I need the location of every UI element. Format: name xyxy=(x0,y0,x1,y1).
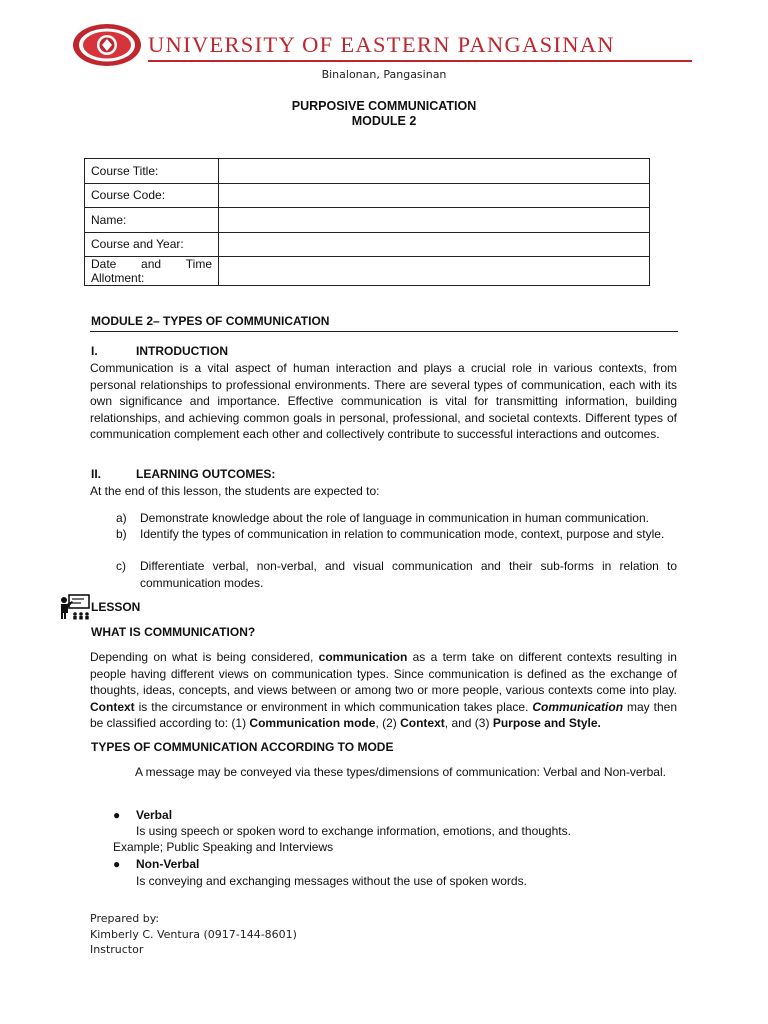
instructor-role: Instructor xyxy=(90,943,144,956)
para-bold-term: Context xyxy=(400,716,445,730)
para-bold-term: Communication mode xyxy=(249,716,376,730)
intro-number: I. xyxy=(91,344,98,358)
para-text: , and (3) xyxy=(444,716,493,730)
table-row xyxy=(85,208,650,233)
verbal-description: Is using speech or spoken word to exchange information, emotions, and thoughts. xyxy=(136,824,571,838)
course-code-field[interactable] xyxy=(219,183,650,208)
header-underline xyxy=(148,60,692,62)
list-text: Demonstrate knowledge about the role of language in communication in human communication. xyxy=(140,511,649,525)
outcomes-intro: At the end of this lesson, the students are expected to: xyxy=(90,484,380,498)
outcomes-heading: LEARNING OUTCOMES: xyxy=(136,467,276,481)
document-title xyxy=(0,99,768,129)
para-bold-term: Context xyxy=(90,699,135,714)
list-text: Differentiate verbal, non-verbal, and visual communication and their sub-forms in relation to communication modes. xyxy=(140,559,677,590)
and-word: and xyxy=(141,257,162,271)
bullet-icon: ● xyxy=(113,857,121,871)
date-word: Date xyxy=(91,257,117,271)
prepared-by-block xyxy=(90,911,297,958)
prepared-by-label: Prepared by: xyxy=(90,912,160,925)
date-time-field[interactable] xyxy=(219,257,650,286)
list-marker: b) xyxy=(116,527,127,541)
bullet-icon: ● xyxy=(113,808,121,822)
instructor-name: Kimberly C. Ventura (0917-144-8601) xyxy=(90,927,297,941)
allotment-word: Allotment: xyxy=(91,271,145,285)
verbal-heading: Verbal xyxy=(136,808,173,822)
table-row xyxy=(85,159,650,184)
list-item xyxy=(116,558,677,591)
para-bold-term: Communication xyxy=(532,699,624,714)
table-row xyxy=(85,183,650,208)
para-text: , (2) xyxy=(375,716,401,730)
table-row xyxy=(85,232,650,257)
intro-paragraph: Communication is a vital aspect of human interaction and plays a crucial role in various contexts, from personal relationships to professional environments. There are several types of communication, each with its own significance and importance. Effective communication is vital for transmitting information, building relationships, and achieving common goals in personal, professional, and societal contexts. Different types of communication complement each other and collectively contribute to successful interactions and outcomes. xyxy=(90,361,677,441)
what-is-communication-heading: WHAT IS COMMUNICATION? xyxy=(91,625,256,639)
teacher-presentation-icon xyxy=(58,594,90,620)
course-title-field[interactable] xyxy=(219,159,650,184)
list-item xyxy=(116,510,677,527)
list-marker: c) xyxy=(116,559,126,573)
communication-paragraph xyxy=(90,649,677,732)
list-text: Identify the types of communication in relation to communication mode, context, purpose and style. xyxy=(140,527,665,541)
university-seal-icon xyxy=(72,22,142,68)
para-text: may then be classified according to: (1) xyxy=(90,699,677,730)
time-word: Time xyxy=(185,257,212,271)
course-year-label: Course and Year: xyxy=(85,232,219,257)
intro-heading: INTRODUCTION xyxy=(136,344,228,358)
mode-paragraph: A message may be conveyed via these types/dimensions of communication: Verbal and Non-verbal. xyxy=(135,765,666,779)
list-item xyxy=(116,526,677,543)
list-marker: a) xyxy=(116,511,127,525)
para-bold-term: Purpose and Style. xyxy=(492,716,601,730)
name-label: Name: xyxy=(85,208,219,233)
course-year-field[interactable] xyxy=(219,232,650,257)
lesson-heading: LESSON xyxy=(91,600,141,614)
module-heading-rule xyxy=(90,331,678,332)
para-text: Depending on what is being considered, xyxy=(90,650,319,664)
para-text: is the circumstance or environment in which communication takes place. xyxy=(134,699,533,714)
course-title-label: Course Title: xyxy=(85,159,219,184)
date-time-label xyxy=(85,257,219,286)
title-line-1: PURPOSIVE COMMUNICATION xyxy=(291,99,477,113)
nonverbal-description: Is conveying and exchanging messages without the use of spoken words. xyxy=(136,874,527,888)
course-code-label: Course Code: xyxy=(85,183,219,208)
para-text: as a term take on different contexts resulting in people having different views on communication types. Since communication is defined as the exchange of thoughts, ideas, concepts, and views between or among two or more people, various contexts come into play. xyxy=(90,650,677,697)
table-row xyxy=(85,257,650,286)
university-location: Binalonan, Pangasinan xyxy=(321,68,447,81)
title-line-2: MODULE 2 xyxy=(351,114,417,128)
types-heading: TYPES OF COMMUNICATION ACCORDING TO MODE xyxy=(91,740,394,754)
course-info-table xyxy=(84,158,650,286)
para-bold-term: communication xyxy=(318,650,408,664)
nonverbal-heading: Non-Verbal xyxy=(136,857,200,871)
name-field[interactable] xyxy=(219,208,650,233)
university-name: UNIVERSITY OF EASTERN PANGASINAN xyxy=(148,32,615,57)
module-heading: MODULE 2– TYPES OF COMMUNICATION xyxy=(91,314,330,328)
outcomes-number: II. xyxy=(91,467,102,481)
verbal-example: Example; Public Speaking and Interviews xyxy=(113,840,334,854)
